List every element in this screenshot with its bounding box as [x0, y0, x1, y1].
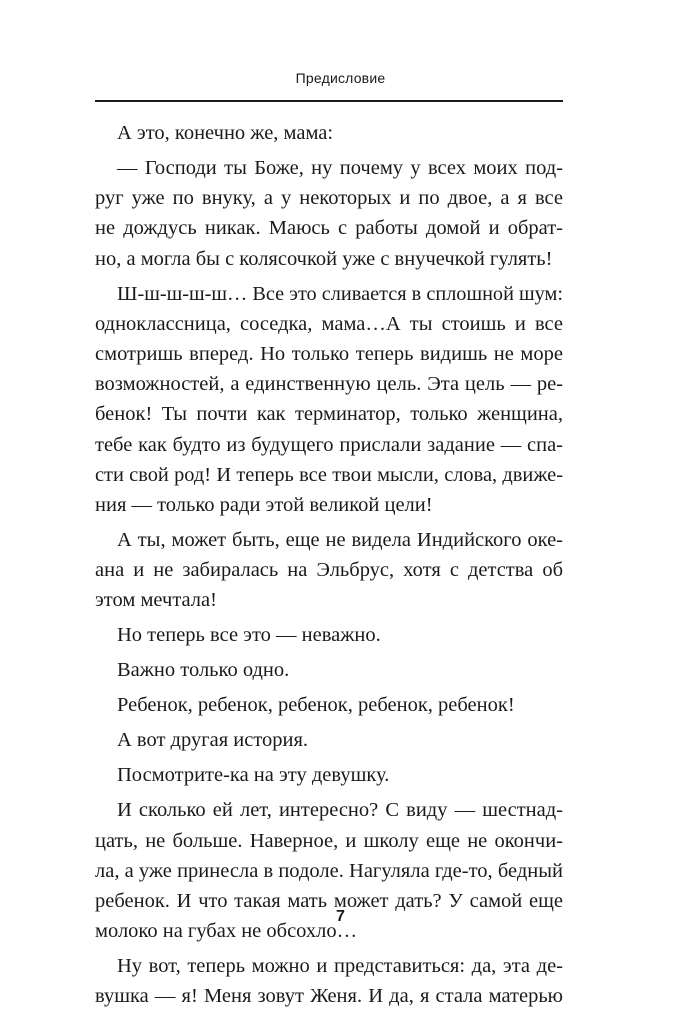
text-line: Ну вот, теперь можно и представиться: да, эта де-: [117, 955, 563, 978]
text-line: А это, конечно же, мама:: [117, 122, 334, 144]
text-line: сти свой род! И теперь все твои мысли, слова, движе-: [95, 463, 563, 486]
text-line: А вот другая история.: [117, 729, 309, 752]
text-line: Но теперь все это — неважно.: [117, 624, 381, 647]
text-line: цать, не больше. Наверное, и школу еще не окончи-: [95, 829, 563, 852]
text-line: ла, а уже принесла в подоле. Нагуляла где-то, бедный: [95, 859, 563, 882]
text-line: но, а могла бы с колясочкой уже с внучечкой гулять!: [95, 247, 553, 270]
text-line: смотришь вперед. Но только теперь видишь не море: [95, 343, 563, 366]
running-head: Предисловие: [295, 70, 386, 86]
text-line: тебе как будто из будущего прислали задание — спа-: [95, 433, 563, 456]
paragraph: [95, 620, 563, 650]
header-rule: [95, 100, 563, 102]
paragraph: [95, 760, 563, 790]
paragraph: [95, 279, 563, 521]
text-line: ния — только ради этой великой цели!: [95, 494, 433, 517]
paragraph: [95, 725, 563, 755]
text-line: ребенок. И что такая мать может дать? У самой еще: [95, 890, 563, 913]
text-line: Ребенок, ребенок, ребенок, ребенок, ребенок!: [117, 694, 515, 717]
paragraph: [95, 118, 563, 148]
text-line: руг уже по внуку, а у некоторых и по двое, а я все: [95, 187, 563, 210]
paragraph: [95, 690, 563, 720]
paragraph: [95, 525, 563, 616]
text-line: Посмотрите-ка на эту девушку.: [117, 764, 390, 787]
text-line: — Господи ты Боже, ну почему у всех моих под-: [117, 157, 563, 179]
text-line: не дождусь никак. Маюсь с работы домой и обрат-: [95, 217, 563, 240]
text-line: одноклассница, соседка, мама…А ты стоишь и все: [95, 312, 563, 335]
page-number: 7: [336, 908, 345, 925]
text-line: этом мечтала!: [95, 589, 217, 612]
text-line: И сколько ей лет, интересно? С виду — шестнад-: [117, 799, 563, 822]
text-line: А ты, может быть, еще не видела Индийского оке-: [117, 529, 563, 552]
text-line: бенок! Ты почти как терминатор, только женщина,: [95, 403, 563, 426]
paragraph: [95, 951, 563, 1011]
paragraph: [95, 153, 563, 274]
paragraph: [95, 655, 563, 685]
text-line: молоко на губах не обсохло…: [95, 920, 358, 943]
body-text: [95, 118, 563, 1016]
text-line: вушка — я! Меня зовут Женя. И да, я стала матерью: [95, 985, 563, 1008]
text-line: Важно только одно.: [117, 659, 290, 682]
text-line: возможностей, а единственную цель. Эта цель — ре-: [95, 373, 563, 396]
text-line: ана и не забиралась на Эльбрус, хотя с детства об: [95, 559, 563, 582]
text-line: Ш-ш-ш-ш-ш… Все это сливается в сплошной шум:: [117, 282, 563, 305]
